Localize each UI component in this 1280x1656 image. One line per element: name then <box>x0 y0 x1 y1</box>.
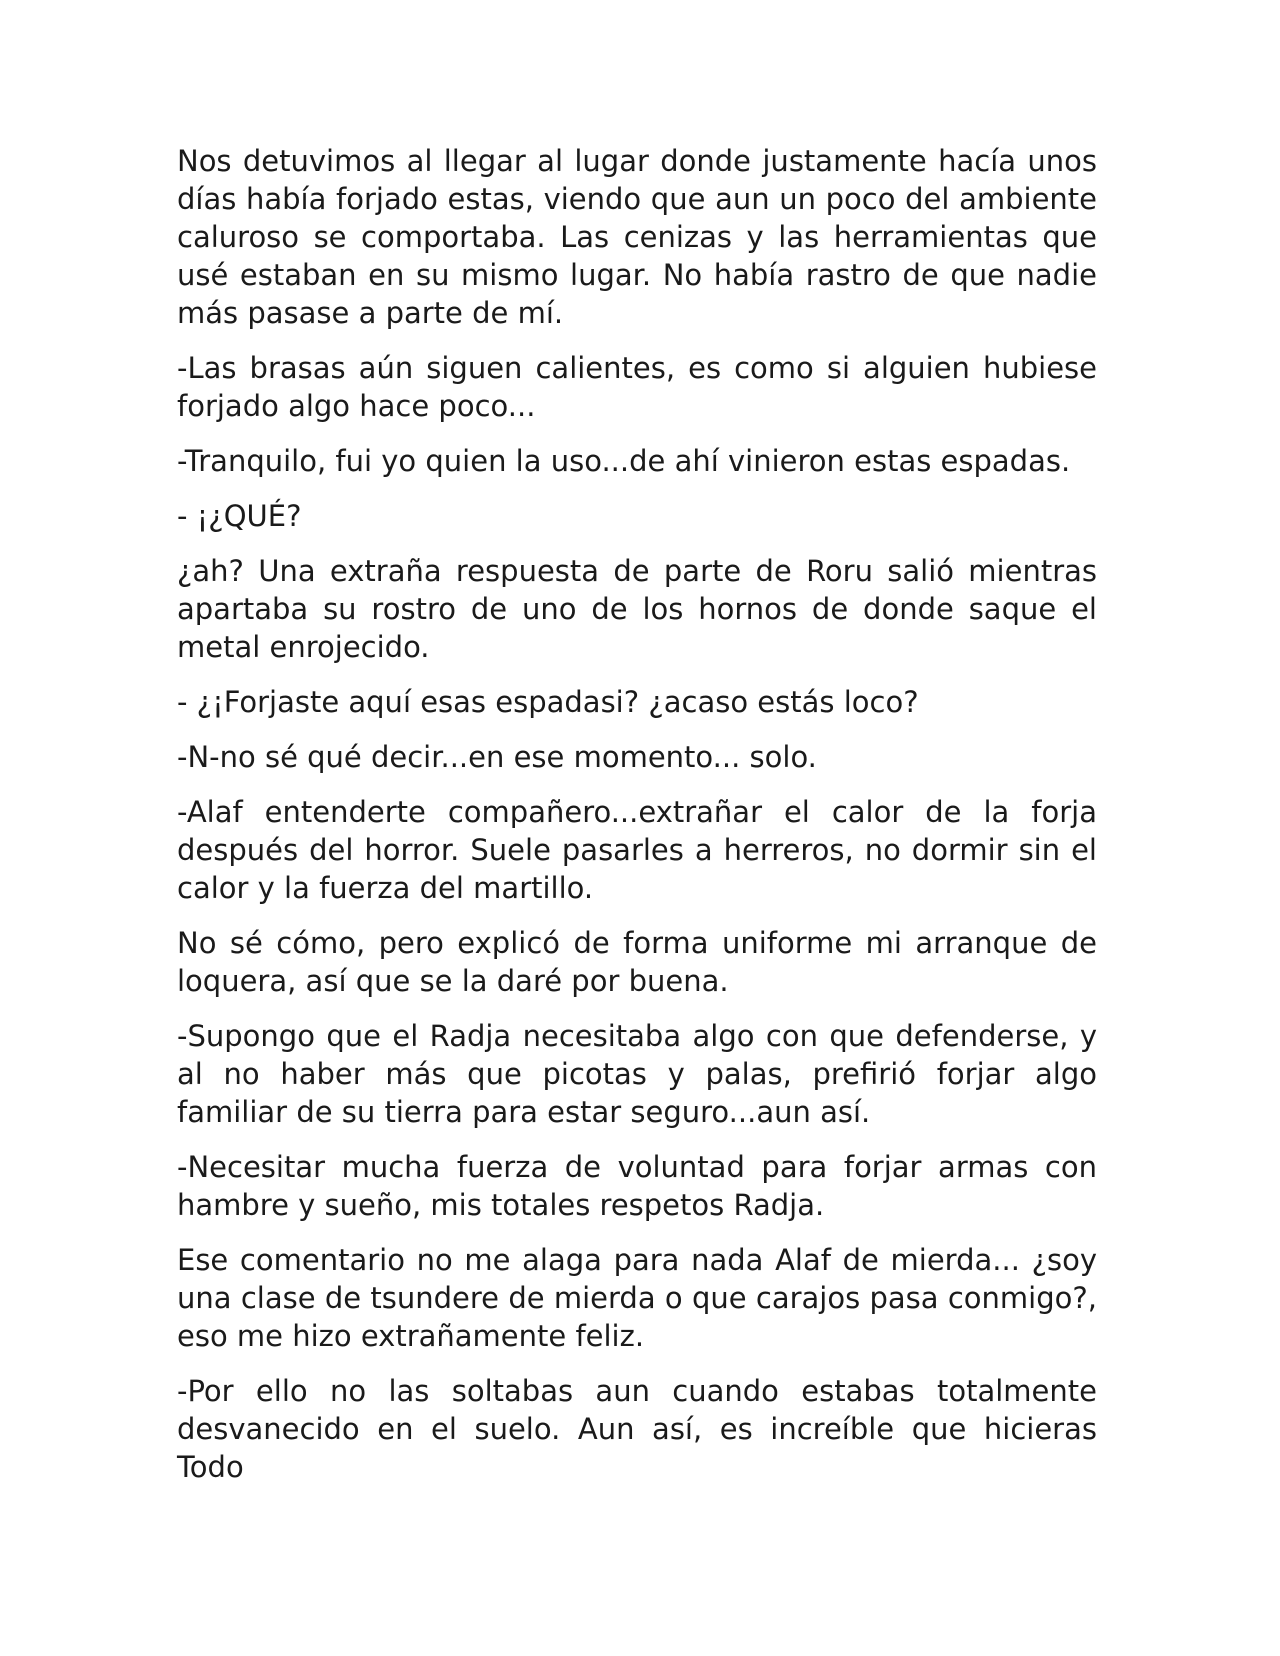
paragraph-1: Nos detuvimos al llegar al lugar donde justamente hacía unos días había forjado estas, viendo que aun un poco del ambiente caluroso se comportaba. Las cenizas y las herramientas que usé estaban en su mismo lugar. No había rastro de que nadie más pasase a parte de mí. <box>177 144 1097 330</box>
body-text <box>177 142 1097 1503</box>
paragraph-5: ¿ah? Una extraña respuesta de parte de Roru salió mientras apartaba su rostro de uno de los hornos de donde saque el metal enrojecido. <box>177 554 1097 664</box>
paragraph-11: -Necesitar mucha fuerza de voluntad para forjar armas con hambre y sueño, mis totales respetos Radja. <box>177 1150 1097 1222</box>
paragraph-12: Ese comentario no me alaga para nada Alaf de mierda... ¿soy una clase de tsundere de mierda o que carajos pasa conmigo?, eso me hizo extrañamente feliz. <box>177 1243 1097 1353</box>
paragraph-2: -Las brasas aún siguen calientes, es como si alguien hubiese forjado algo hace poco... <box>177 351 1097 423</box>
paragraph-4: - ¡¿QUÉ? <box>177 499 302 533</box>
paragraph-7: -N-no sé qué decir...en ese momento... solo. <box>177 740 817 774</box>
paragraph-6: - ¿¡Forjaste aquí esas espadasi? ¿acaso estás loco? <box>177 685 919 719</box>
paragraph-13: -Por ello no las soltabas aun cuando estabas totalmente desvanecido en el suelo. Aun así, es increíble que hicieras Todo <box>177 1374 1097 1484</box>
paragraph-3: -Tranquilo, fui yo quien la uso...de ahí vinieron estas espadas. <box>177 444 1071 478</box>
paragraph-8: -Alaf entenderte compañero...extrañar el calor de la forja después del horror. Suele pasarles a herreros, no dormir sin el calor y la fuerza del martillo. <box>177 795 1097 905</box>
paragraph-9: No sé cómo, pero explicó de forma uniforme mi arranque de loquera, así que se la daré por buena. <box>177 926 1097 998</box>
paragraph-10: -Supongo que el Radja necesitaba algo con que defenderse, y al no haber más que picotas y palas, prefirió forjar algo familiar de su tierra para estar seguro...aun así. <box>177 1019 1097 1129</box>
